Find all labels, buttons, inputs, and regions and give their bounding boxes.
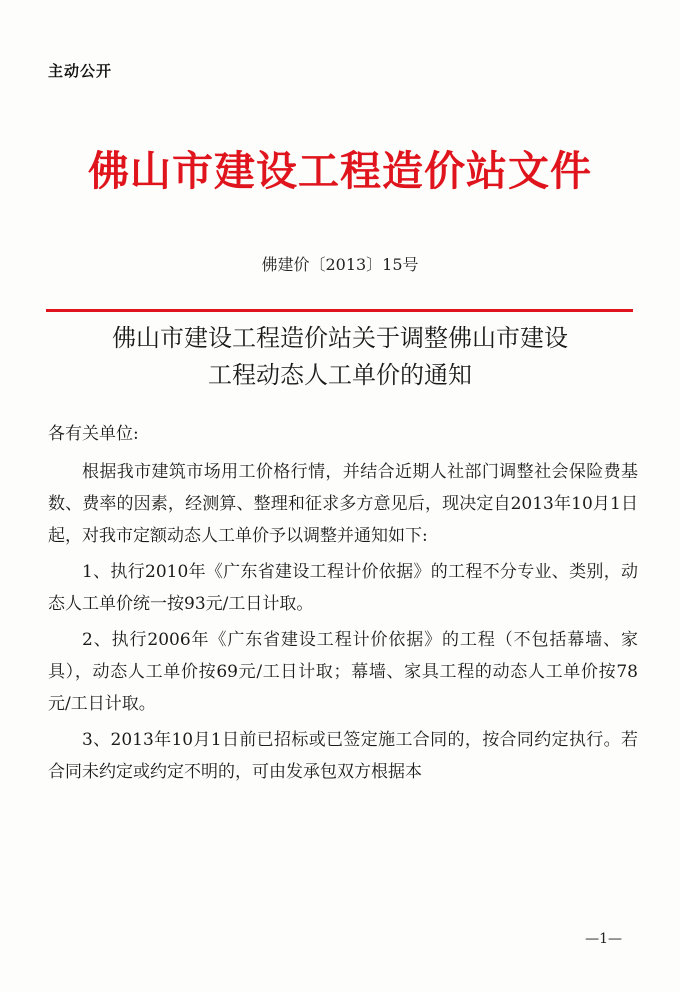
notice-body — [48, 418, 638, 788]
page-number: —1— — [585, 931, 622, 947]
page-footer — [0, 931, 680, 947]
paragraph-item-1: 1、执行2010年《广东省建设工程计价依据》的工程不分专业、类别，动态人工单价统一按93元/工日计取。 — [48, 562, 638, 614]
notice-title — [0, 320, 680, 394]
document-masthead: 佛山市建设工程造价站文件 — [88, 147, 592, 195]
disclosure-label: 主动公开 — [48, 62, 113, 80]
red-divider-line — [46, 309, 633, 312]
paragraph-intro: 根据我市建筑市场用工价格行情，并结合近期人社部门调整社会保险费基数、费率的因素，经测算、整理和征求多方意见后，现决定自2013年10月1日起，对我市定额动态人工单价予以调整并通知如下: — [48, 462, 638, 546]
paragraph-item-3: 3、2013年10月1日前已招标或已签定施工合同的，按合同约定执行。若合同未约定或约定不明的，可由发承包双方根据本 — [48, 730, 638, 782]
salutation: 各有关单位: — [48, 424, 139, 444]
paragraph-item-2: 2、执行2006年《广东省建设工程计价依据》的工程（不包括幕墙、家具），动态人工单价按69元/工日计取；幕墙、家具工程的动态人工单价按78元/工日计取。 — [48, 630, 638, 714]
notice-title-line-2: 工程动态人工单价的通知 — [208, 361, 472, 389]
notice-title-line-1: 佛山市建设工程造价站关于调整佛山市建设 — [112, 324, 568, 352]
document-number: 佛建价〔2013〕15号 — [261, 255, 419, 274]
